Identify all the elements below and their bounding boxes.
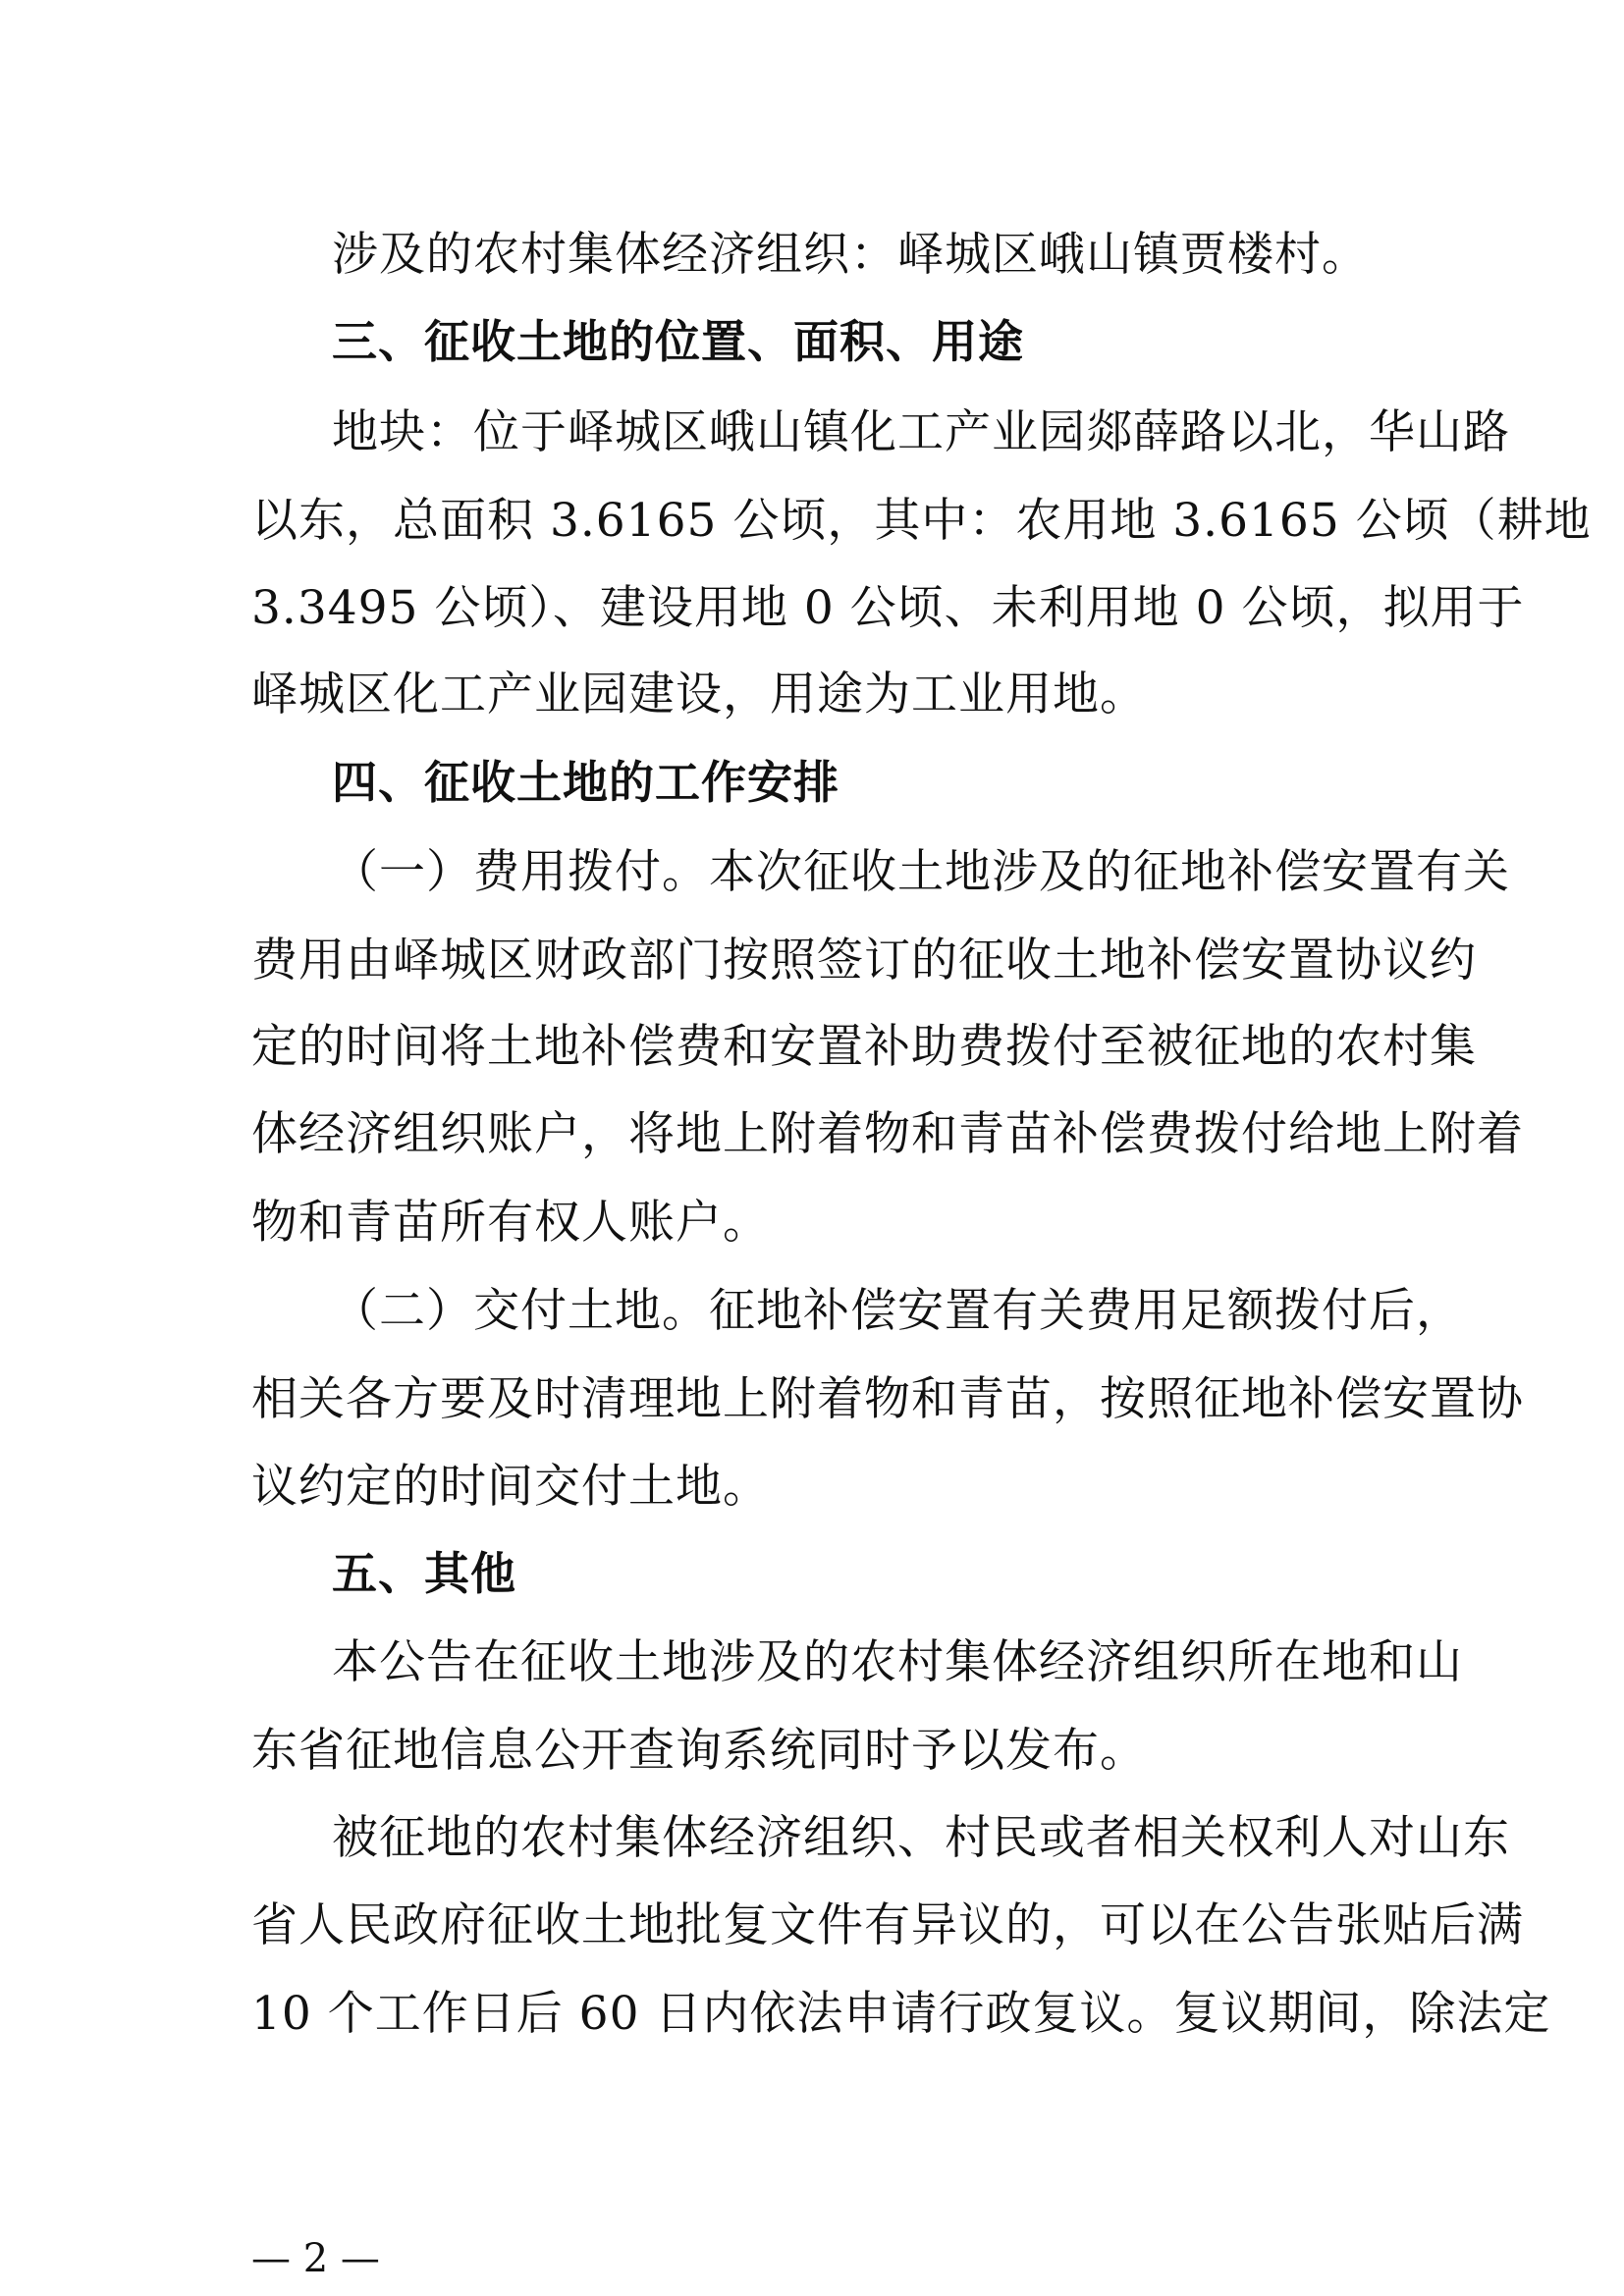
- paragraph-line: 被征地的农村集体经济组织、村民或者相关权利人对山东: [332, 1811, 1510, 1865]
- paragraph-line: 地块：位于峄城区峨山镇化工产业园郯薛路以北，华山路: [332, 405, 1510, 459]
- section-heading-4: 四、征收土地的工作安排: [332, 756, 839, 809]
- paragraph-line: 相关各方要及时清理地上附着物和青苗，按照征地补偿安置协: [251, 1372, 1524, 1426]
- paragraph-line: 3.3495 公顷）、建设用地 0 公顷、未利用地 0 公顷，拟用于: [251, 581, 1525, 635]
- paragraph-line: 议约定的时间交付土地。: [251, 1460, 770, 1514]
- paragraph-line: 10 个工作日后 60 日内依法申请行政复议。复议期间，除法定: [251, 1987, 1551, 2041]
- paragraph-line: 东省征地信息公开查询系统同时予以发布。: [251, 1724, 1147, 1778]
- paragraph-line: 峄城区化工产业园建设，用途为工业用地。: [251, 667, 1147, 721]
- paragraph-line: 省人民政府征收土地批复文件有异议的，可以在公告张贴后满: [251, 1898, 1524, 1952]
- paragraph-line: （一）费用拨付。本次征收土地涉及的征地补偿安置有关: [332, 845, 1510, 899]
- section-heading-5: 五、其他: [332, 1547, 516, 1600]
- page-number: — 2 —: [251, 2236, 380, 2281]
- paragraph-line: 物和青苗所有权人账户。: [251, 1196, 770, 1250]
- paragraph-line: 定的时间将土地补偿费和安置补助费拨付至被征地的农村集: [251, 1020, 1477, 1074]
- paragraph-line: 费用由峄城区财政部门按照签订的征收土地补偿安置协议约: [251, 934, 1477, 988]
- paragraph-line: 以东，总面积 3.6165 公顷，其中：农用地 3.6165 公顷（耕地: [251, 494, 1592, 548]
- section-heading-3: 三、征收土地的位置、面积、用途: [332, 315, 1024, 368]
- paragraph-line: 体经济组织账户，将地上附着物和青苗补偿费拨付给地上附着: [251, 1107, 1524, 1161]
- paragraph-line: （二）交付土地。征地补偿安置有关费用足额拨付后，: [332, 1284, 1463, 1338]
- paragraph-line: 本公告在征收土地涉及的农村集体经济组织所在地和山: [332, 1635, 1463, 1689]
- paragraph-line: 涉及的农村集体经济组织：峄城区峨山镇贾楼村。: [332, 228, 1369, 282]
